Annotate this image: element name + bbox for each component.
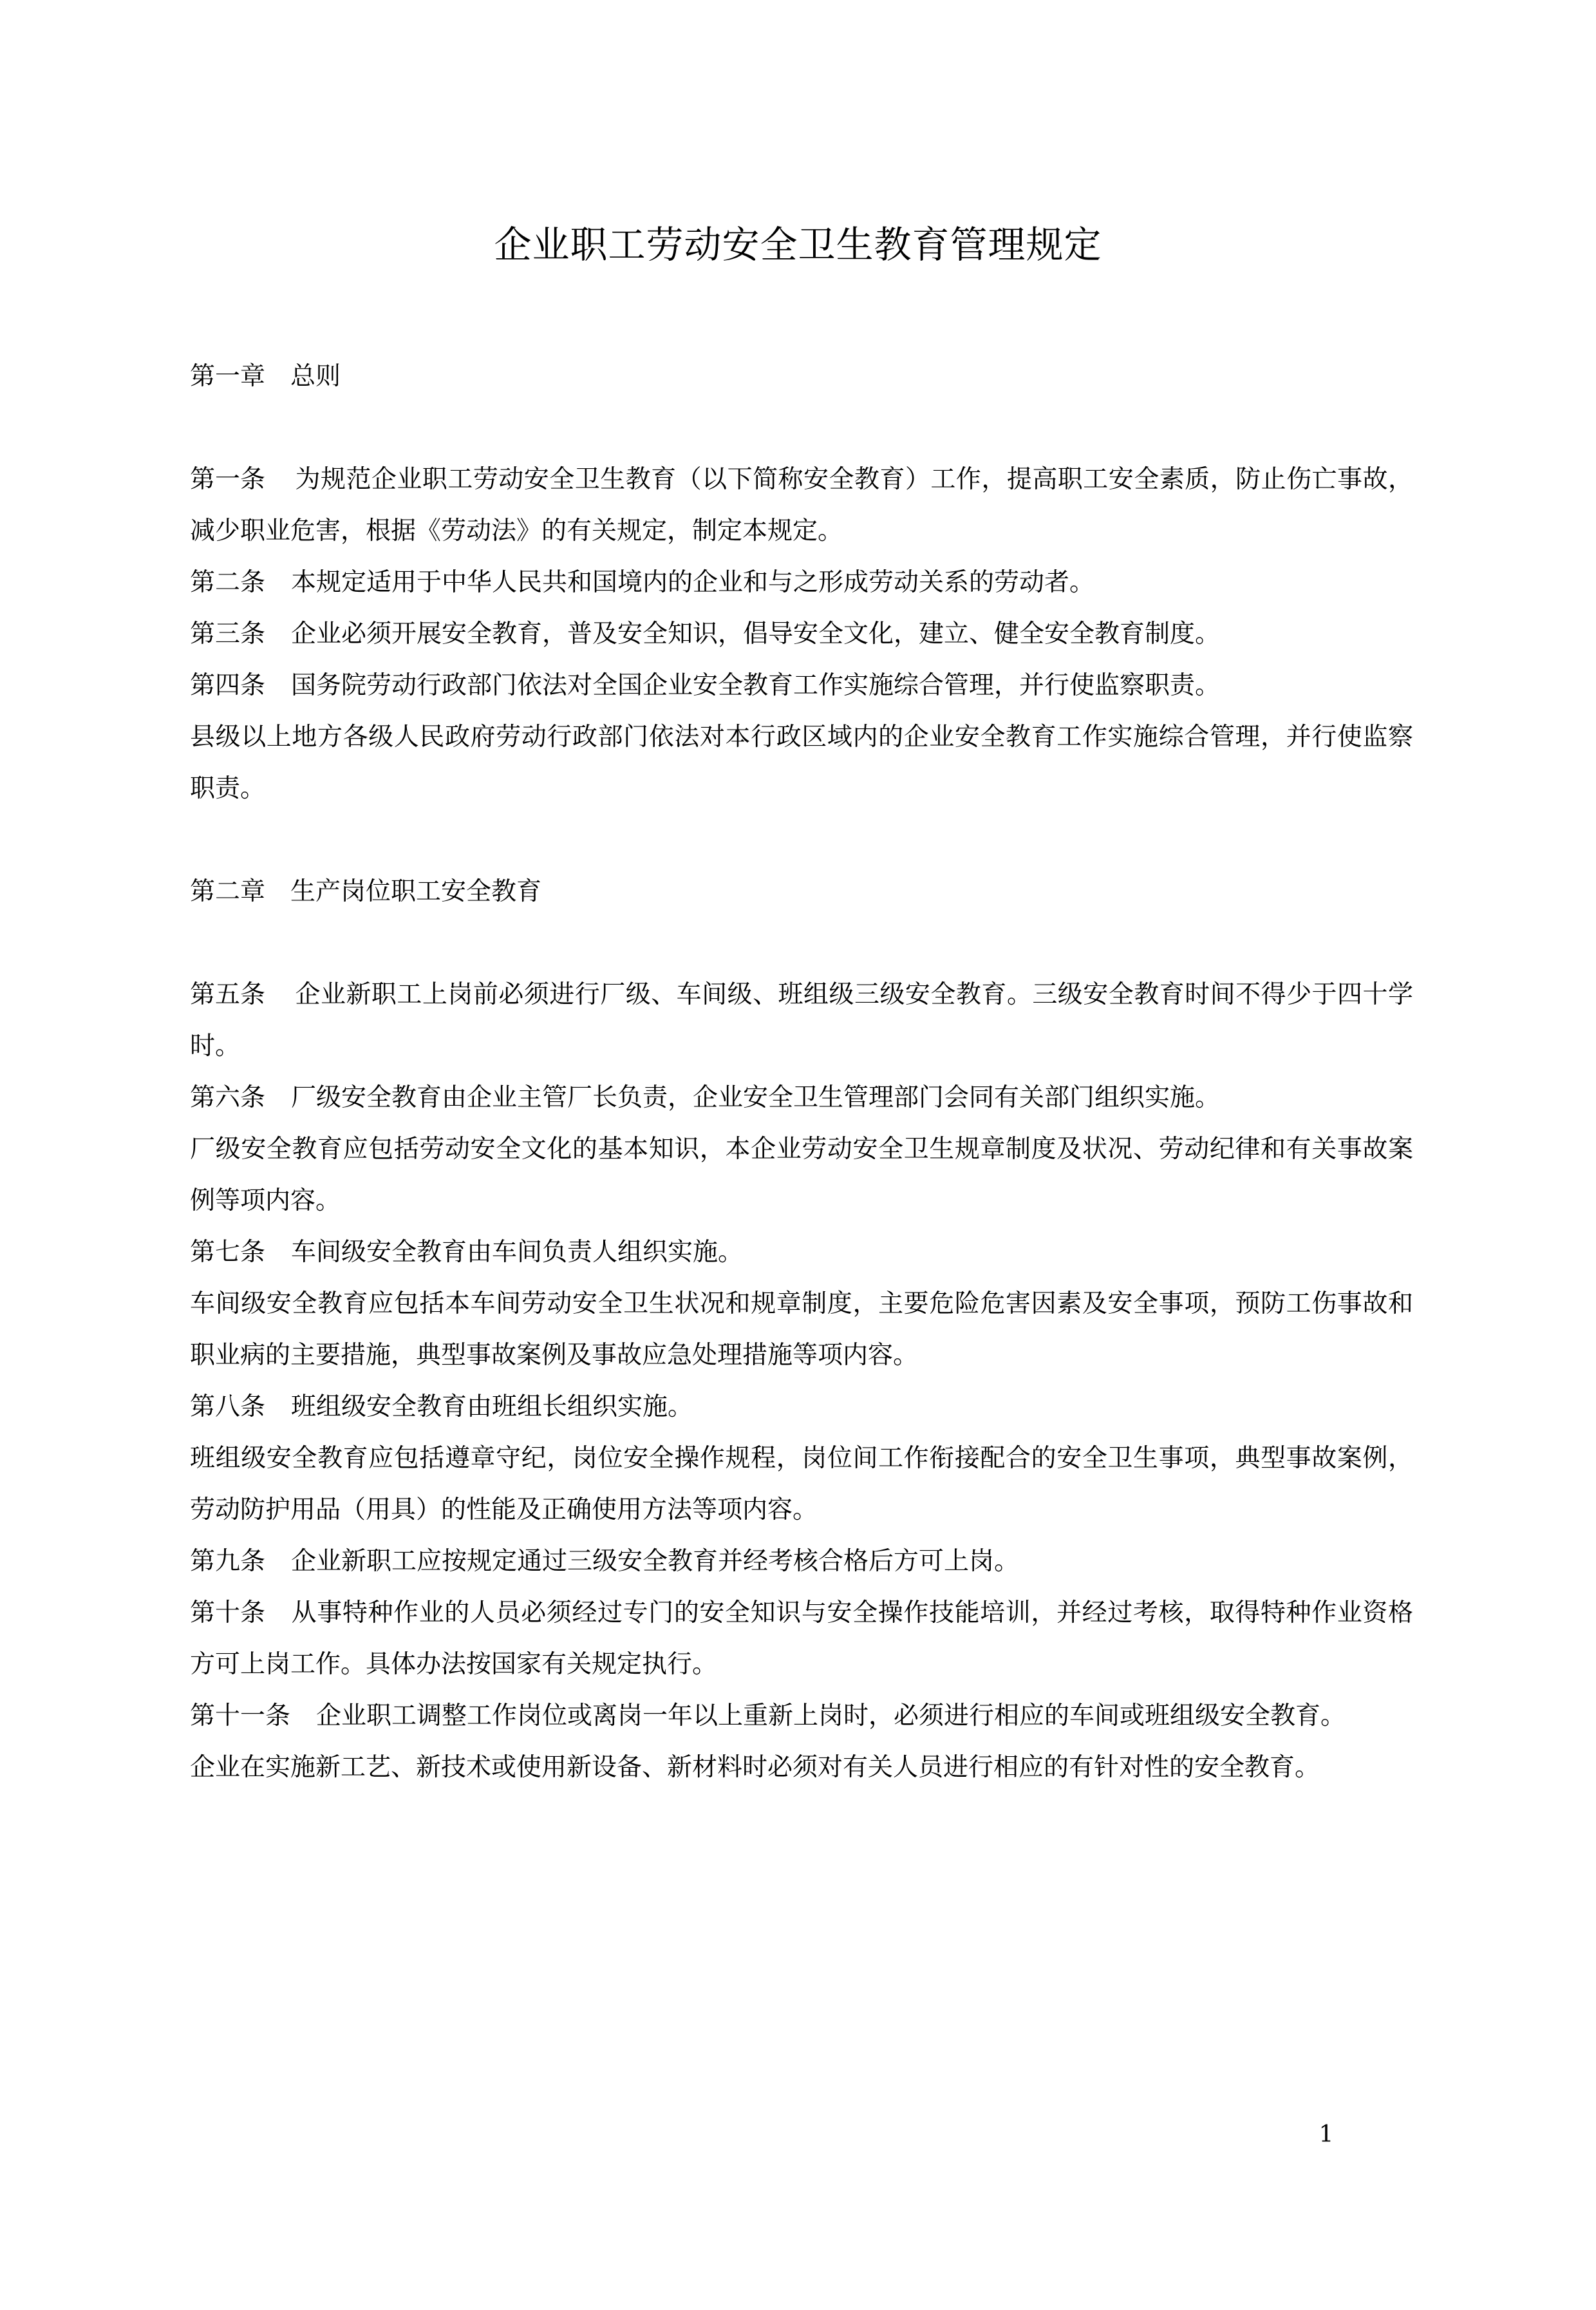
article-number: 第七条 — [190, 1238, 266, 1267]
spacer — [190, 815, 1413, 866]
article-continuation: 班组级安全教育应包括遵章守纪，岗位安全操作规程，岗位间工作衔接配合的安全卫生事项，典型事故案例，劳动防护用品（用具）的性能及正确使用方法等项内容。 — [190, 1444, 1413, 1524]
spacer — [190, 918, 1413, 969]
article-number: 第二条 — [190, 568, 266, 597]
article-paragraph — [190, 1536, 1413, 1587]
article-number: 第八条 — [190, 1392, 266, 1421]
article-paragraph — [190, 969, 1413, 1072]
spacer — [190, 402, 1413, 454]
article-continuation: 县级以上地方各级人民政府劳动行政部门依法对本行政区域内的企业安全教育工作实施综合管理，并行使监察职责。 — [190, 723, 1413, 803]
article-number: 第十条 — [190, 1598, 266, 1627]
article-text: 车间级安全教育由车间负责人组织实施。 — [291, 1238, 744, 1267]
article-text: 为规范企业职工劳动安全卫生教育（以下简称安全教育）工作，提高职工安全素质，防止伤亡事故，减少职业危害，根据《劳动法》的有关规定，制定本规定。 — [190, 465, 1413, 545]
article-continuation: 车间级安全教育应包括本车间劳动安全卫生状况和规章制度，主要危险危害因素及安全事项，预防工伤事故和职业病的主要措施，典型事故案例及事故应急处理措施等项内容。 — [190, 1289, 1413, 1370]
article-text: 厂级安全教育由企业主管厂长负责，企业安全卫生管理部门会同有关部门组织实施。 — [291, 1083, 1221, 1112]
chapter-heading: 第二章 生产岗位职工安全教育 — [190, 877, 542, 906]
article-number: 第一条 — [190, 465, 266, 494]
document-body — [190, 351, 1413, 1794]
article-paragraph — [190, 1227, 1413, 1278]
document-title: 企业职工劳动安全卫生教育管理规定 — [494, 223, 1102, 267]
article-text: 企业新职工上岗前必须进行厂级、车间级、班组级三级安全教育。三级安全教育时间不得少于四十学时。 — [190, 980, 1413, 1061]
article-text: 企业新职工应按规定通过三级安全教育并经考核合格后方可上岗。 — [291, 1547, 1020, 1576]
article-number: 第三条 — [190, 620, 266, 649]
article-paragraph — [190, 1690, 1413, 1742]
article-number: 第五条 — [190, 980, 266, 1009]
article-paragraph — [190, 1072, 1413, 1124]
article-paragraph — [190, 609, 1413, 660]
article-text: 从事特种作业的人员必须经过专门的安全知识与安全操作技能培训，并经过考核，取得特种作业资格方可上岗工作。具体办法按国家有关规定执行。 — [190, 1598, 1413, 1679]
article-paragraph — [190, 454, 1413, 557]
article-number: 第九条 — [190, 1547, 266, 1576]
page-number: 1 — [1319, 2121, 1334, 2148]
article-text: 班组级安全教育由班组长组织实施。 — [291, 1392, 693, 1421]
article-paragraph — [190, 1381, 1413, 1433]
article-continuation: 企业在实施新工艺、新技术或使用新设备、新材料时必须对有关人员进行相应的有针对性的安全教育。 — [190, 1753, 1320, 1782]
article-paragraph — [190, 660, 1413, 712]
article-text: 企业必须开展安全教育，普及安全知识，倡导安全文化，建立、健全安全教育制度。 — [291, 620, 1221, 649]
article-continuation: 厂级安全教育应包括劳动安全文化的基本知识，本企业劳动安全卫生规章制度及状况、劳动纪律和有关事故案例等项内容。 — [190, 1135, 1413, 1215]
article-paragraph — [190, 557, 1413, 609]
article-text: 本规定适用于中华人民共和国境内的企业和与之形成劳动关系的劳动者。 — [291, 568, 1095, 597]
chapter-heading: 第一章 总则 — [190, 362, 341, 391]
article-text: 企业职工调整工作岗位或离岗一年以上重新上岗时，必须进行相应的车间或班组级安全教育。 — [316, 1701, 1346, 1730]
article-number: 第十一条 — [190, 1701, 291, 1730]
article-number: 第四条 — [190, 671, 266, 700]
article-text: 国务院劳动行政部门依法对全国企业安全教育工作实施综合管理，并行使监察职责。 — [291, 671, 1221, 700]
article-paragraph — [190, 1587, 1413, 1690]
article-number: 第六条 — [190, 1083, 266, 1112]
